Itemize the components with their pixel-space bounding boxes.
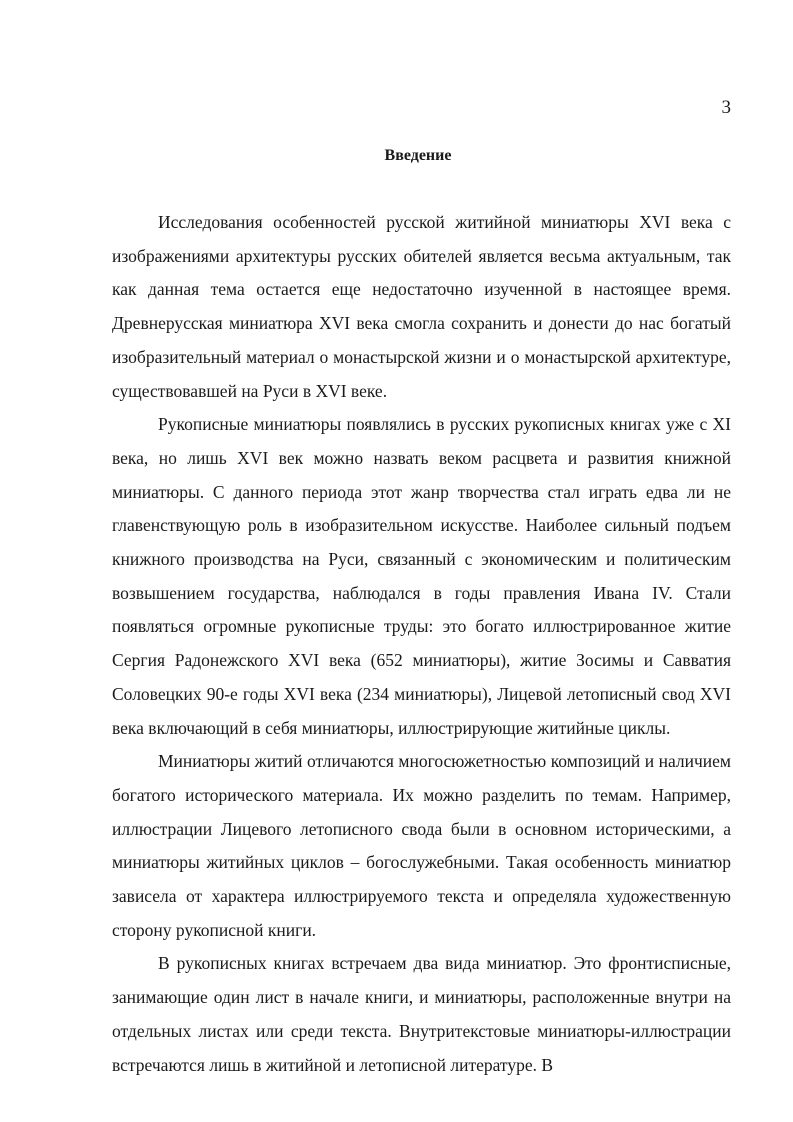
body-text [112,206,731,1082]
paragraph: Исследования особенностей русской житийной миниатюры XVI века с изображениями архитектуры русских обителей является весьма актуальным, так как данная тема остается еще недостаточно изученной в настоящее время. Древнерусская миниатюра XVI века смогла сохранить и донести до нас богатый изобразительный материал о монастырской жизни и о монастырской архитектуре, существовавшей на Руси в XVI веке. [112,212,731,401]
paragraph: В рукописных книгах встречаем два вида миниатюр. Это фронтисписные, занимающие один лист в начале книги, и миниатюры, расположенные внутри на отдельных листах или среди текста. Внутритекстовые миниатюры-иллюстрации встречаются лишь в житийной и летописной литературе. В [112,953,731,1075]
paragraph: Миниатюры житий отличаются многосюжетностью композиций и наличием богатого исторического материала. Их можно разделить по темам. Например, иллюстрации Лицевого летописного свода были в основном историческими, а миниатюры житийных циклов – богослужебными. Такая особенность миниатюр зависела от характера иллюстрируемого текста и определяла художественную сторону рукописной книги. [112,751,731,940]
paragraph: Рукописные миниатюры появлялись в русских рукописных книгах уже с XI века, но лишь XVI век можно назвать веком расцвета и развития книжной миниатюры. С данного периода этот жанр творчества стал играть едва ли не главенствующую роль в изобразительном искусстве. Наиболее сильный подъем книжного производства на Руси, связанный с экономическим и политическим возвышением государства, наблюдался в годы правления Ивана IV. Стали появляться огромные рукописные труды: это богато иллюстрированное житие Сергия Радонежского XVI века (652 миниатюры), житие Зосимы и Савватия Соловецких 90-е годы XVI века (234 миниатюры), Лицевой летописный свод XVI века включающий в себя миниатюры, иллюстрирующие житийные циклы. [112,414,731,738]
section-heading: Введение [384,147,452,164]
page-number: 3 [721,97,731,118]
